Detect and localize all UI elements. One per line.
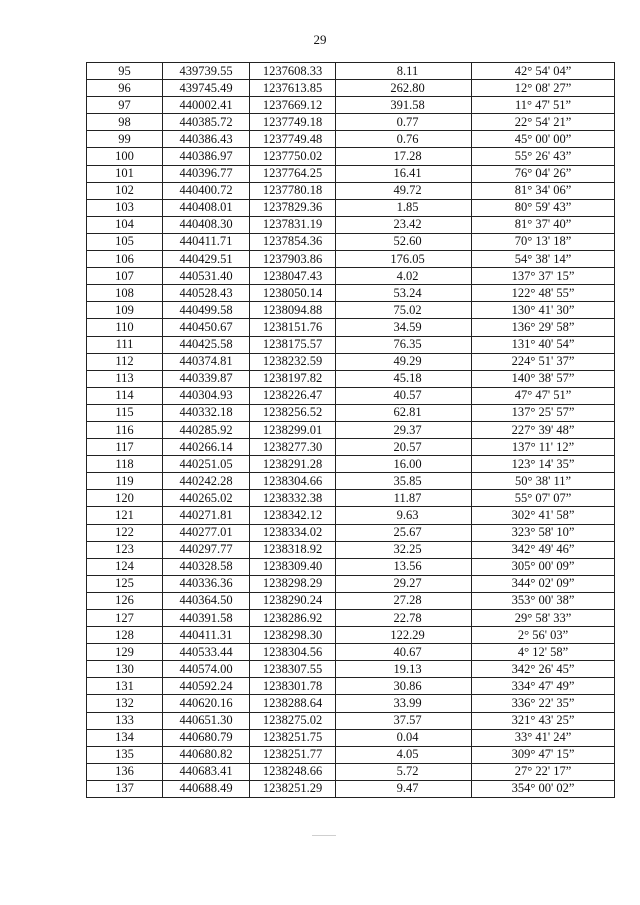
bearing-cell: 137° 37' 15” — [472, 268, 615, 285]
point-number-cell: 111 — [87, 336, 163, 353]
bearing-cell: 136° 29' 58” — [472, 319, 615, 336]
x-coordinate-cell: 440396.77 — [163, 165, 250, 182]
table-row — [87, 421, 615, 438]
x-coordinate-cell: 440251.05 — [163, 456, 250, 473]
table-row — [87, 233, 615, 250]
point-number-cell: 123 — [87, 541, 163, 558]
bearing-cell: 336° 22' 35” — [472, 695, 615, 712]
bearing-cell: 344° 02' 09” — [472, 575, 615, 592]
point-number-cell: 132 — [87, 695, 163, 712]
distance-cell: 4.05 — [336, 746, 472, 763]
bearing-cell: 81° 34' 06” — [472, 182, 615, 199]
point-number-cell: 126 — [87, 592, 163, 609]
x-coordinate-cell: 440332.18 — [163, 404, 250, 421]
table-row — [87, 387, 615, 404]
x-coordinate-cell: 440450.67 — [163, 319, 250, 336]
bearing-cell: 12° 08' 27” — [472, 80, 615, 97]
point-number-cell: 136 — [87, 763, 163, 780]
point-number-cell: 119 — [87, 473, 163, 490]
table-row — [87, 524, 615, 541]
bearing-cell: 27° 22' 17” — [472, 763, 615, 780]
point-number-cell: 96 — [87, 80, 163, 97]
y-coordinate-cell: 1238299.01 — [250, 421, 336, 438]
distance-cell: 0.76 — [336, 131, 472, 148]
y-coordinate-cell: 1238275.02 — [250, 712, 336, 729]
y-coordinate-cell: 1238301.78 — [250, 678, 336, 695]
distance-cell: 262.80 — [336, 80, 472, 97]
distance-cell: 27.28 — [336, 592, 472, 609]
y-coordinate-cell: 1238304.66 — [250, 473, 336, 490]
bearing-cell: 354° 00' 02” — [472, 780, 615, 797]
y-coordinate-cell: 1237750.02 — [250, 148, 336, 165]
distance-cell: 34.59 — [336, 319, 472, 336]
x-coordinate-cell: 440328.58 — [163, 558, 250, 575]
table-row — [87, 199, 615, 216]
table-row — [87, 575, 615, 592]
distance-cell: 22.78 — [336, 610, 472, 627]
y-coordinate-cell: 1238286.92 — [250, 610, 336, 627]
y-coordinate-cell: 1238334.02 — [250, 524, 336, 541]
x-coordinate-cell: 440297.77 — [163, 541, 250, 558]
bearing-cell: 33° 41' 24” — [472, 729, 615, 746]
bearing-cell: 29° 58' 33” — [472, 610, 615, 627]
distance-cell: 391.58 — [336, 97, 472, 114]
x-coordinate-cell: 440499.58 — [163, 302, 250, 319]
table-row — [87, 695, 615, 712]
table-row — [87, 456, 615, 473]
table-row — [87, 285, 615, 302]
x-coordinate-cell: 440271.81 — [163, 507, 250, 524]
bearing-cell: 122° 48' 55” — [472, 285, 615, 302]
y-coordinate-cell: 1238251.75 — [250, 729, 336, 746]
x-coordinate-cell: 440339.87 — [163, 370, 250, 387]
y-coordinate-cell: 1238298.30 — [250, 627, 336, 644]
x-coordinate-cell: 440304.93 — [163, 387, 250, 404]
x-coordinate-cell: 440411.71 — [163, 233, 250, 250]
bearing-cell: 54° 38' 14” — [472, 251, 615, 268]
table-row — [87, 148, 615, 165]
table-row — [87, 404, 615, 421]
table-row — [87, 507, 615, 524]
point-number-cell: 114 — [87, 387, 163, 404]
x-coordinate-cell: 440400.72 — [163, 182, 250, 199]
table-row — [87, 678, 615, 695]
x-coordinate-cell: 440531.40 — [163, 268, 250, 285]
bearing-cell: 302° 41' 58” — [472, 507, 615, 524]
bearing-cell: 55° 26' 43” — [472, 148, 615, 165]
x-coordinate-cell: 440528.43 — [163, 285, 250, 302]
point-number-cell: 99 — [87, 131, 163, 148]
y-coordinate-cell: 1238232.59 — [250, 353, 336, 370]
table-row — [87, 131, 615, 148]
table-row — [87, 319, 615, 336]
point-number-cell: 124 — [87, 558, 163, 575]
point-number-cell: 109 — [87, 302, 163, 319]
y-coordinate-cell: 1237831.19 — [250, 216, 336, 233]
y-coordinate-cell: 1238175.57 — [250, 336, 336, 353]
distance-cell: 0.04 — [336, 729, 472, 746]
x-coordinate-cell: 440688.49 — [163, 780, 250, 797]
y-coordinate-cell: 1237780.18 — [250, 182, 336, 199]
point-number-cell: 105 — [87, 233, 163, 250]
coordinates-table-body — [87, 63, 615, 798]
bearing-cell: 55° 07' 07” — [472, 490, 615, 507]
page-number: 29 — [313, 32, 327, 47]
y-coordinate-cell: 1238309.40 — [250, 558, 336, 575]
table-row — [87, 302, 615, 319]
bearing-cell: 70° 13' 18” — [472, 233, 615, 250]
point-number-cell: 129 — [87, 644, 163, 661]
distance-cell: 4.02 — [336, 268, 472, 285]
bearing-cell: 81° 37' 40” — [472, 216, 615, 233]
table-row — [87, 473, 615, 490]
bearing-cell: 47° 47' 51” — [472, 387, 615, 404]
y-coordinate-cell: 1237764.25 — [250, 165, 336, 182]
y-coordinate-cell: 1238256.52 — [250, 404, 336, 421]
table-row — [87, 268, 615, 285]
point-number-cell: 116 — [87, 421, 163, 438]
bearing-cell: 76° 04' 26” — [472, 165, 615, 182]
point-number-cell: 131 — [87, 678, 163, 695]
y-coordinate-cell: 1238307.55 — [250, 661, 336, 678]
x-coordinate-cell: 439739.55 — [163, 63, 250, 80]
distance-cell: 29.37 — [336, 421, 472, 438]
table-row — [87, 610, 615, 627]
point-number-cell: 118 — [87, 456, 163, 473]
point-number-cell: 127 — [87, 610, 163, 627]
distance-cell: 176.05 — [336, 251, 472, 268]
bearing-cell: 321° 43' 25” — [472, 712, 615, 729]
point-number-cell: 107 — [87, 268, 163, 285]
y-coordinate-cell: 1238288.64 — [250, 695, 336, 712]
table-row — [87, 336, 615, 353]
distance-cell: 75.02 — [336, 302, 472, 319]
page-mark — [312, 835, 336, 836]
table-row — [87, 558, 615, 575]
y-coordinate-cell: 1238094.88 — [250, 302, 336, 319]
point-number-cell: 115 — [87, 404, 163, 421]
y-coordinate-cell: 1238197.82 — [250, 370, 336, 387]
y-coordinate-cell: 1238318.92 — [250, 541, 336, 558]
x-coordinate-cell: 440408.01 — [163, 199, 250, 216]
y-coordinate-cell: 1238342.12 — [250, 507, 336, 524]
y-coordinate-cell: 1238304.56 — [250, 644, 336, 661]
table-row — [87, 165, 615, 182]
point-number-cell: 117 — [87, 439, 163, 456]
point-number-cell: 103 — [87, 199, 163, 216]
x-coordinate-cell: 440242.28 — [163, 473, 250, 490]
x-coordinate-cell: 440285.92 — [163, 421, 250, 438]
point-number-cell: 130 — [87, 661, 163, 678]
distance-cell: 23.42 — [336, 216, 472, 233]
bearing-cell: 137° 11' 12” — [472, 439, 615, 456]
distance-cell: 13.56 — [336, 558, 472, 575]
y-coordinate-cell: 1238298.29 — [250, 575, 336, 592]
bearing-cell: 123° 14' 35” — [472, 456, 615, 473]
x-coordinate-cell: 440533.44 — [163, 644, 250, 661]
bearing-cell: 45° 00' 00” — [472, 131, 615, 148]
point-number-cell: 98 — [87, 114, 163, 131]
table-row — [87, 182, 615, 199]
distance-cell: 33.99 — [336, 695, 472, 712]
bearing-cell: 309° 47' 15” — [472, 746, 615, 763]
coordinates-table — [86, 62, 615, 798]
table-row — [87, 729, 615, 746]
point-number-cell: 106 — [87, 251, 163, 268]
bearing-cell: 11° 47' 51” — [472, 97, 615, 114]
point-number-cell: 135 — [87, 746, 163, 763]
point-number-cell: 110 — [87, 319, 163, 336]
x-coordinate-cell: 440385.72 — [163, 114, 250, 131]
point-number-cell: 104 — [87, 216, 163, 233]
bearing-cell: 50° 38' 11” — [472, 473, 615, 490]
point-number-cell: 102 — [87, 182, 163, 199]
x-coordinate-cell: 439745.49 — [163, 80, 250, 97]
y-coordinate-cell: 1238291.28 — [250, 456, 336, 473]
table-row — [87, 592, 615, 609]
y-coordinate-cell: 1237669.12 — [250, 97, 336, 114]
table-row — [87, 353, 615, 370]
distance-cell: 122.29 — [336, 627, 472, 644]
bearing-cell: 342° 26' 45” — [472, 661, 615, 678]
point-number-cell: 95 — [87, 63, 163, 80]
point-number-cell: 137 — [87, 780, 163, 797]
y-coordinate-cell: 1238251.29 — [250, 780, 336, 797]
table-row — [87, 746, 615, 763]
x-coordinate-cell: 440592.24 — [163, 678, 250, 695]
y-coordinate-cell: 1238248.66 — [250, 763, 336, 780]
y-coordinate-cell: 1237613.85 — [250, 80, 336, 97]
point-number-cell: 113 — [87, 370, 163, 387]
x-coordinate-cell: 440374.81 — [163, 353, 250, 370]
point-number-cell: 134 — [87, 729, 163, 746]
distance-cell: 49.72 — [336, 182, 472, 199]
point-number-cell: 108 — [87, 285, 163, 302]
bearing-cell: 137° 25' 57” — [472, 404, 615, 421]
distance-cell: 45.18 — [336, 370, 472, 387]
point-number-cell: 101 — [87, 165, 163, 182]
y-coordinate-cell: 1238151.76 — [250, 319, 336, 336]
distance-cell: 53.24 — [336, 285, 472, 302]
bearing-cell: 2° 56' 03” — [472, 627, 615, 644]
distance-cell: 16.41 — [336, 165, 472, 182]
x-coordinate-cell: 440574.00 — [163, 661, 250, 678]
x-coordinate-cell: 440425.58 — [163, 336, 250, 353]
point-number-cell: 121 — [87, 507, 163, 524]
y-coordinate-cell: 1238277.30 — [250, 439, 336, 456]
point-number-cell: 133 — [87, 712, 163, 729]
x-coordinate-cell: 440386.97 — [163, 148, 250, 165]
distance-cell: 1.85 — [336, 199, 472, 216]
distance-cell: 35.85 — [336, 473, 472, 490]
table-row — [87, 97, 615, 114]
x-coordinate-cell: 440386.43 — [163, 131, 250, 148]
x-coordinate-cell: 440336.36 — [163, 575, 250, 592]
table-row — [87, 763, 615, 780]
table-row — [87, 541, 615, 558]
distance-cell: 8.11 — [336, 63, 472, 80]
distance-cell: 0.77 — [336, 114, 472, 131]
point-number-cell: 128 — [87, 627, 163, 644]
distance-cell: 62.81 — [336, 404, 472, 421]
x-coordinate-cell: 440266.14 — [163, 439, 250, 456]
distance-cell: 40.67 — [336, 644, 472, 661]
x-coordinate-cell: 440277.01 — [163, 524, 250, 541]
x-coordinate-cell: 440651.30 — [163, 712, 250, 729]
distance-cell: 76.35 — [336, 336, 472, 353]
table-row — [87, 627, 615, 644]
x-coordinate-cell: 440364.50 — [163, 592, 250, 609]
bearing-cell: 140° 38' 57” — [472, 370, 615, 387]
distance-cell: 29.27 — [336, 575, 472, 592]
distance-cell: 49.29 — [336, 353, 472, 370]
distance-cell: 25.67 — [336, 524, 472, 541]
x-coordinate-cell: 440429.51 — [163, 251, 250, 268]
y-coordinate-cell: 1238047.43 — [250, 268, 336, 285]
table-row — [87, 114, 615, 131]
distance-cell: 9.63 — [336, 507, 472, 524]
y-coordinate-cell: 1238050.14 — [250, 285, 336, 302]
bearing-cell: 334° 47' 49” — [472, 678, 615, 695]
distance-cell: 40.57 — [336, 387, 472, 404]
x-coordinate-cell: 440265.02 — [163, 490, 250, 507]
bearing-cell: 353° 00' 38” — [472, 592, 615, 609]
table-row — [87, 80, 615, 97]
bearing-cell: 323° 58' 10” — [472, 524, 615, 541]
distance-cell: 37.57 — [336, 712, 472, 729]
distance-cell: 11.87 — [336, 490, 472, 507]
y-coordinate-cell: 1237608.33 — [250, 63, 336, 80]
distance-cell: 20.57 — [336, 439, 472, 456]
table-row — [87, 439, 615, 456]
table-row — [87, 370, 615, 387]
table-row — [87, 216, 615, 233]
x-coordinate-cell: 440411.31 — [163, 627, 250, 644]
distance-cell: 5.72 — [336, 763, 472, 780]
x-coordinate-cell: 440002.41 — [163, 97, 250, 114]
x-coordinate-cell: 440620.16 — [163, 695, 250, 712]
point-number-cell: 112 — [87, 353, 163, 370]
table-row — [87, 712, 615, 729]
x-coordinate-cell: 440408.30 — [163, 216, 250, 233]
y-coordinate-cell: 1237854.36 — [250, 233, 336, 250]
point-number-cell: 122 — [87, 524, 163, 541]
x-coordinate-cell: 440683.41 — [163, 763, 250, 780]
distance-cell: 52.60 — [336, 233, 472, 250]
point-number-cell: 120 — [87, 490, 163, 507]
table-row — [87, 490, 615, 507]
point-number-cell: 125 — [87, 575, 163, 592]
table-row — [87, 251, 615, 268]
x-coordinate-cell: 440680.79 — [163, 729, 250, 746]
bearing-cell: 227° 39' 48” — [472, 421, 615, 438]
distance-cell: 30.86 — [336, 678, 472, 695]
bearing-cell: 4° 12' 58” — [472, 644, 615, 661]
x-coordinate-cell: 440391.58 — [163, 610, 250, 627]
bearing-cell: 131° 40' 54” — [472, 336, 615, 353]
bearing-cell: 342° 49' 46” — [472, 541, 615, 558]
distance-cell: 9.47 — [336, 780, 472, 797]
y-coordinate-cell: 1238332.38 — [250, 490, 336, 507]
bearing-cell: 224° 51' 37” — [472, 353, 615, 370]
x-coordinate-cell: 440680.82 — [163, 746, 250, 763]
bearing-cell: 130° 41' 30” — [472, 302, 615, 319]
y-coordinate-cell: 1238251.77 — [250, 746, 336, 763]
y-coordinate-cell: 1237749.48 — [250, 131, 336, 148]
y-coordinate-cell: 1237749.18 — [250, 114, 336, 131]
table-row — [87, 780, 615, 797]
table-row — [87, 63, 615, 80]
table-row — [87, 661, 615, 678]
distance-cell: 19.13 — [336, 661, 472, 678]
bearing-cell: 22° 54' 21” — [472, 114, 615, 131]
y-coordinate-cell: 1237903.86 — [250, 251, 336, 268]
bearing-cell: 80° 59' 43” — [472, 199, 615, 216]
bearing-cell: 42° 54' 04” — [472, 63, 615, 80]
distance-cell: 32.25 — [336, 541, 472, 558]
distance-cell: 16.00 — [336, 456, 472, 473]
distance-cell: 17.28 — [336, 148, 472, 165]
bearing-cell: 305° 00' 09” — [472, 558, 615, 575]
y-coordinate-cell: 1238290.24 — [250, 592, 336, 609]
table-row — [87, 644, 615, 661]
point-number-cell: 100 — [87, 148, 163, 165]
y-coordinate-cell: 1238226.47 — [250, 387, 336, 404]
y-coordinate-cell: 1237829.36 — [250, 199, 336, 216]
point-number-cell: 97 — [87, 97, 163, 114]
